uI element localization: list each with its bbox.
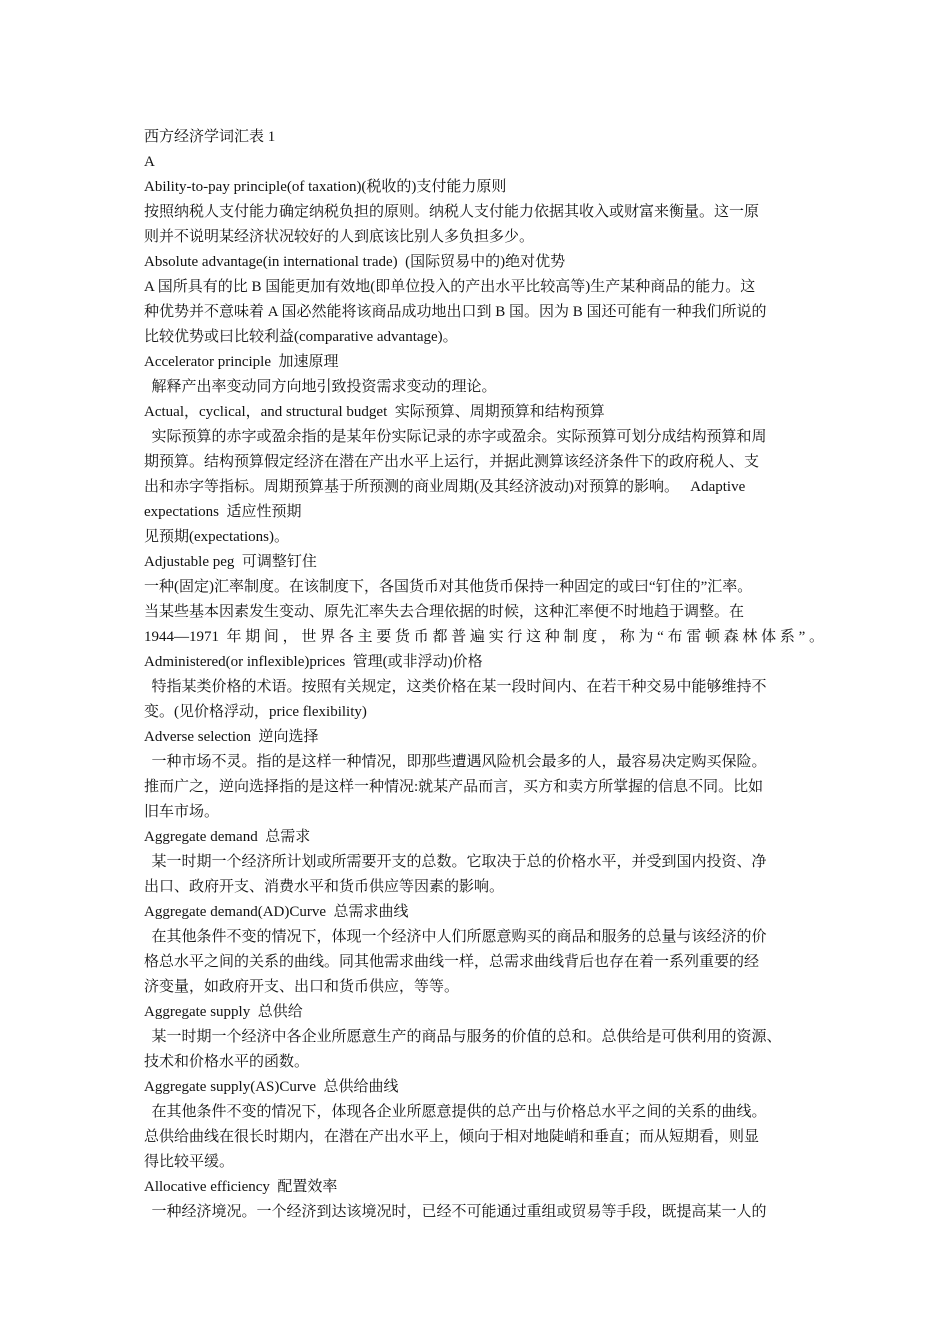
document-page [144, 125, 824, 1225]
text-line: 期预算。结构预算假定经济在潜在产出水平上运行，并据此测算该经济条件下的政府税人、支 [144, 454, 760, 470]
text-line: 则并不说明某经济状况较好的人到底该比别人多负担多少。 [144, 229, 535, 245]
text-line: 某一时期一个经济所计划或所需要开支的总数。它取决于总的价格水平，并受到国内投资、净 [144, 854, 767, 870]
term-heading: Accelerator principle 加速原理 [144, 354, 339, 370]
term-heading: Adverse selection 逆向选择 [144, 729, 319, 745]
text-line: 一种市场不灵。指的是这样一种情况，即那些遭遇风险机会最多的人，最容易决定购买保险。 [144, 754, 767, 770]
term-heading: Aggregate supply(AS)Curve 总供给曲线 [144, 1079, 399, 1095]
text-line: 技术和价格水平的函数。 [144, 1054, 310, 1070]
text-line: 种优势并不意味着 A 国必然能将该商品成功地出口到 B 国。因为 B 国还可能有一种我们所说的 [144, 304, 767, 320]
text-line: 实际预算的赤字或盈余指的是某年份实际记录的赤字或盈余。实际预算可划分成结构预算和周 [144, 429, 767, 445]
text-line: 总供给曲线在很长时期内，在潜在产出水平上，倾向于相对地陡峭和垂直；而从短期看，则显 [144, 1129, 760, 1145]
text-line: 推而广之，逆向选择指的是这样一种情况:就某产品而言，买方和卖方所掌握的信息不同。比如 [144, 779, 764, 795]
text-line: 特指某类价格的术语。按照有关规定，这类价格在某一段时间内、在若干种交易中能够维持不 [144, 679, 767, 695]
term-heading: Aggregate demand(AD)Curve 总需求曲线 [144, 904, 409, 920]
term-heading: Aggregate supply 总供给 [144, 1004, 303, 1020]
document-title: 西方经济学词汇表 1 [144, 129, 276, 145]
term-heading: Allocative efficiency 配置效率 [144, 1179, 338, 1195]
term-heading: Adjustable peg 可调整钉住 [144, 554, 317, 570]
text-line: 按照纳税人支付能力确定纳税负担的原则。纳税人支付能力依据其收入或财富来衡量。这一原 [144, 204, 760, 220]
text-line: 出和赤字等指标。周期预算基于所预测的商业周期(及其经济波动)对预算的影响。 Adaptive [144, 479, 746, 495]
term-heading: Administered(or inflexible)prices 管理(或非浮动)价格 [144, 654, 483, 670]
term-heading: Aggregate demand 总需求 [144, 829, 311, 845]
text-line: 解释产出率变动同方向地引致投资需求变动的理论。 [144, 379, 497, 395]
text-line: 当某些基本因素发生变动、原先汇率失去合理依据的时候，这种汇率便不时地趋于调整。在 [144, 604, 745, 620]
text-line: 一种(固定)汇率制度。在该制度下，各国货币对其他货币保持一种固定的或曰“钉住的”汇率。 [144, 579, 753, 595]
text-line: 在其他条件不变的情况下，体现各企业所愿意提供的总产出与价格总水平之间的关系的曲线。 [144, 1104, 767, 1120]
text-line: 旧车市场。 [144, 804, 220, 820]
text-line: 得比较平缓。 [144, 1154, 235, 1170]
term-heading: Actual，cyclical，and structural budget 实际预算、周期预算和结构预算 [144, 404, 605, 420]
text-line: 在其他条件不变的情况下，体现一个经济中人们所愿意购买的商品和服务的总量与该经济的价 [144, 929, 767, 945]
text-line: 某一时期一个经济中各企业所愿意生产的商品与服务的价值的总和。总供给是可供利用的资源、 [144, 1029, 782, 1045]
text-line: A [144, 154, 155, 170]
text-line: 一种经济境况。一个经济到达该境况时，已经不可能通过重组或贸易等手段，既提高某一人的 [144, 1204, 767, 1220]
text-line: 格总水平之间的关系的曲线。同其他需求曲线一样，总需求曲线背后也存在着一系列重要的经 [144, 954, 760, 970]
text-line: 济变量，如政府开支、出口和货币供应，等等。 [144, 979, 460, 995]
term-heading: expectations 适应性预期 [144, 504, 302, 520]
text-line: 出口、政府开支、消费水平和货币供应等因素的影响。 [144, 879, 505, 895]
term-heading: Ability-to-pay principle(of taxation)(税收的)支付能力原则 [144, 179, 507, 195]
text-line: A 国所具有的比 B 国能更加有效地(即单位投入的产出水平比较高等)生产某种商品的能力。这 [144, 279, 756, 295]
term-heading: Absolute advantage(in international trade) (国际贸易中的)绝对优势 [144, 254, 566, 270]
text-line: 变。(见价格浮动，price flexibility) [144, 704, 367, 720]
text-line: 比较优势或曰比较利益(comparative advantage)。 [144, 329, 458, 345]
text-line: 1944—1971 年期间，世界各主要货币都普遍实行这种制度，称为“布雷顿森林体系”。 [144, 629, 824, 645]
text-line: 见预期(expectations)。 [144, 529, 289, 545]
